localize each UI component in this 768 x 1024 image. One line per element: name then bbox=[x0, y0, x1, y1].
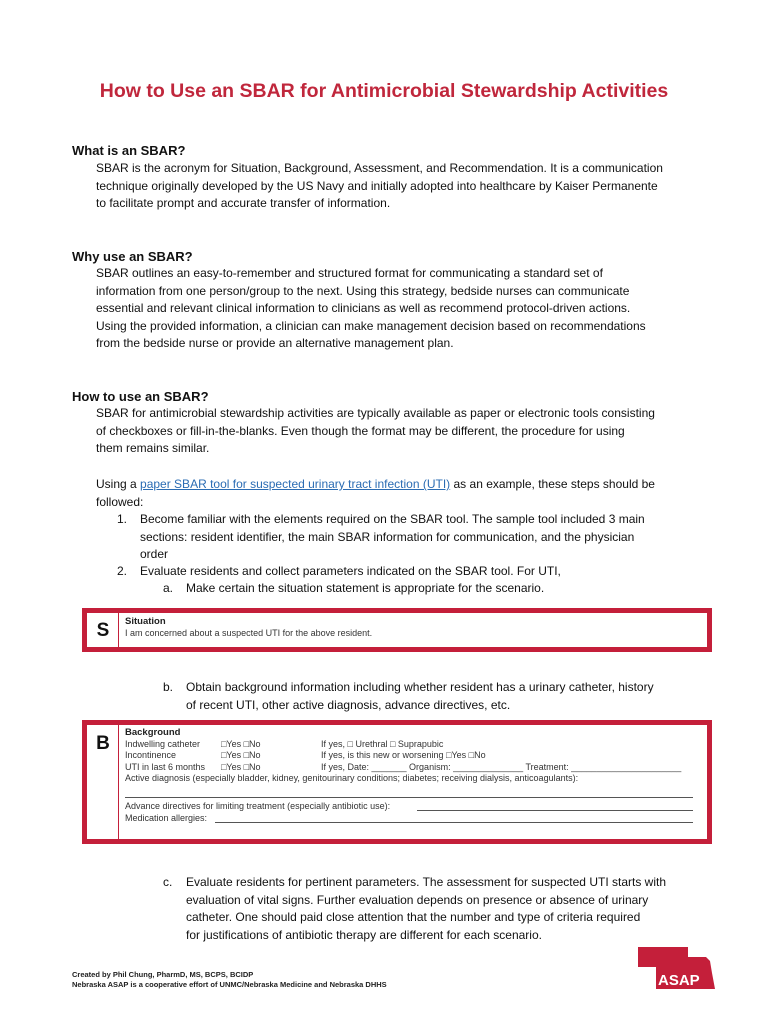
asap-logo bbox=[636, 945, 716, 991]
logo-text: ASAP bbox=[658, 972, 700, 989]
background-row bbox=[125, 739, 699, 751]
how-line-3: them remains similar. bbox=[96, 441, 210, 456]
active-diagnosis-underline bbox=[125, 797, 693, 798]
section-body-why bbox=[96, 265, 696, 353]
substep-b-label: b. bbox=[163, 680, 174, 694]
step-1-number: 1. bbox=[117, 512, 128, 526]
background-row-yes-no[interactable]: □Yes □No bbox=[221, 761, 261, 772]
background-row-yes-no[interactable]: □Yes □No bbox=[221, 750, 261, 761]
footer bbox=[72, 970, 387, 990]
why-line-4: Using the provided information, a clinician can make management decision based on recommendations bbox=[96, 318, 646, 333]
section-body-what bbox=[96, 160, 696, 213]
page-title: How to Use an SBAR for Antimicrobial Stewardship Activities bbox=[99, 80, 669, 102]
situation-letter: S bbox=[96, 620, 110, 641]
medication-allergies-row bbox=[125, 813, 699, 825]
medication-allergies-field[interactable] bbox=[215, 822, 693, 823]
using-line-2: followed: bbox=[96, 494, 144, 509]
situation-content bbox=[125, 616, 699, 639]
using-prefix: Using a bbox=[96, 477, 141, 491]
substep-c-line-4: for justifications of antibiotic therapy are different for each scenario. bbox=[186, 927, 542, 942]
background-row-label: UTI in last 6 months bbox=[125, 761, 206, 772]
step-1-text bbox=[140, 511, 700, 564]
section-heading-why: Why use an SBAR? bbox=[72, 249, 193, 264]
step-2-text: Evaluate residents and collect parameters indicated on the SBAR tool. For UTI, bbox=[140, 564, 561, 578]
substep-b-line-1: Obtain background information including whether resident has a urinary catheter, history bbox=[186, 680, 654, 694]
situation-box bbox=[82, 608, 712, 652]
substep-c-line-1: Evaluate residents for pertinent parameters. The assessment for suspected UTI starts with bbox=[186, 875, 666, 889]
what-line-2: technique originally developed by the US Navy and initially adopted into healthcare by Kaiser Permanente bbox=[96, 178, 658, 193]
background-row-detail[interactable]: If yes, Date: _______ Organism: ______________ Treatment: ______________________ bbox=[321, 761, 682, 772]
medication-allergies-label: Medication allergies: bbox=[125, 812, 208, 823]
background-row-label: Incontinence bbox=[125, 750, 177, 761]
why-line-5: from the bedside nurse or provide an alternative management plan. bbox=[96, 336, 454, 351]
substep-b-line-2: of recent UTI, other active diagnosis, advance directives, etc. bbox=[186, 697, 511, 712]
substep-c-label: c. bbox=[163, 875, 173, 889]
situation-statement: I am concerned about a suspected UTI for the above resident. bbox=[125, 627, 373, 638]
background-heading: Background bbox=[125, 727, 181, 738]
advance-directives-label: Advance directives for limiting treatment (especially antibiotic use): bbox=[125, 800, 391, 811]
paper-sbar-tool-link[interactable]: paper SBAR tool for suspected urinary tract infection (UTI) bbox=[140, 477, 451, 491]
background-row bbox=[125, 762, 699, 774]
why-line-3: essential and relevant clinical information to clinicians as well as recommend protocol-driven actions. bbox=[96, 301, 631, 316]
how-line-1: SBAR for antimicrobial stewardship activities are typically available as paper or electronic tools consisting bbox=[96, 406, 655, 420]
section-heading-what: What is an SBAR? bbox=[72, 143, 186, 158]
background-row-yes-no[interactable]: □Yes □No bbox=[221, 738, 261, 749]
step-1-line-3: order bbox=[140, 547, 169, 562]
advance-directives-row bbox=[125, 801, 699, 813]
active-diagnosis-label: Active diagnosis (especially bladder, kidney, genitourinary conditions; diabetes; receiving dialysis, anticoagulants): bbox=[125, 773, 579, 784]
section-heading-how: How to use an SBAR? bbox=[72, 389, 209, 404]
how-line-2: of checkboxes or fill-in-the-blanks. Even though the format may be different, the procedure for using bbox=[96, 423, 625, 438]
substep-c-line-2: evaluation of vital signs. Further evaluation depends on presence or absence of urinary bbox=[186, 892, 649, 907]
why-line-2: information from one person/group to the next. Using this strategy, bedside nurses can communicate bbox=[96, 283, 630, 298]
using-suffix: as an example, these steps should be bbox=[450, 477, 655, 491]
background-row-label: Indwelling catheter bbox=[125, 738, 201, 749]
situation-divider bbox=[118, 613, 119, 647]
background-divider bbox=[118, 725, 119, 839]
advance-directives-field[interactable] bbox=[417, 810, 693, 811]
background-row-detail[interactable]: If yes, is this new or worsening □Yes □No bbox=[321, 750, 486, 761]
background-box bbox=[82, 720, 712, 844]
situation-heading: Situation bbox=[125, 616, 166, 627]
substep-a-text: Make certain the situation statement is appropriate for the scenario. bbox=[186, 581, 545, 595]
background-letter: B bbox=[96, 733, 110, 754]
background-row bbox=[125, 750, 699, 762]
what-line-1: SBAR is the acronym for Situation, Background, Assessment, and Recommendation. It is a communication bbox=[96, 161, 663, 175]
using-paragraph bbox=[96, 476, 696, 511]
step-2-number: 2. bbox=[117, 564, 128, 578]
what-line-3: to facilitate prompt and accurate transfer of information. bbox=[96, 196, 391, 211]
substep-c-text bbox=[186, 874, 726, 944]
active-diagnosis-field[interactable] bbox=[125, 785, 699, 801]
substep-a-label: a. bbox=[163, 581, 174, 595]
step-1-line-1: Become familiar with the elements required on the SBAR tool. The sample tool included 3 main bbox=[140, 512, 645, 526]
footer-credit: Created by Phil Chung, PharmD, MS, BCPS, BCIDP bbox=[72, 970, 254, 979]
background-row-detail[interactable]: If yes, □ Urethral □ Suprapubic bbox=[321, 738, 444, 749]
footer-cooperative: Nebraska ASAP is a cooperative effort of UNMC/Nebraska Medicine and Nebraska DHHS bbox=[72, 980, 387, 989]
substep-c-line-3: catheter. One should paid close attention that the number and type of criteria required bbox=[186, 910, 641, 925]
why-line-1: SBAR outlines an easy-to-remember and structured format for communicating a standard set of bbox=[96, 266, 603, 280]
substep-b-text bbox=[186, 679, 726, 714]
section-body-how bbox=[96, 405, 696, 458]
step-1-line-2: sections: resident identifier, the main SBAR information for communication, and the physician bbox=[140, 529, 635, 544]
background-content bbox=[125, 727, 699, 825]
